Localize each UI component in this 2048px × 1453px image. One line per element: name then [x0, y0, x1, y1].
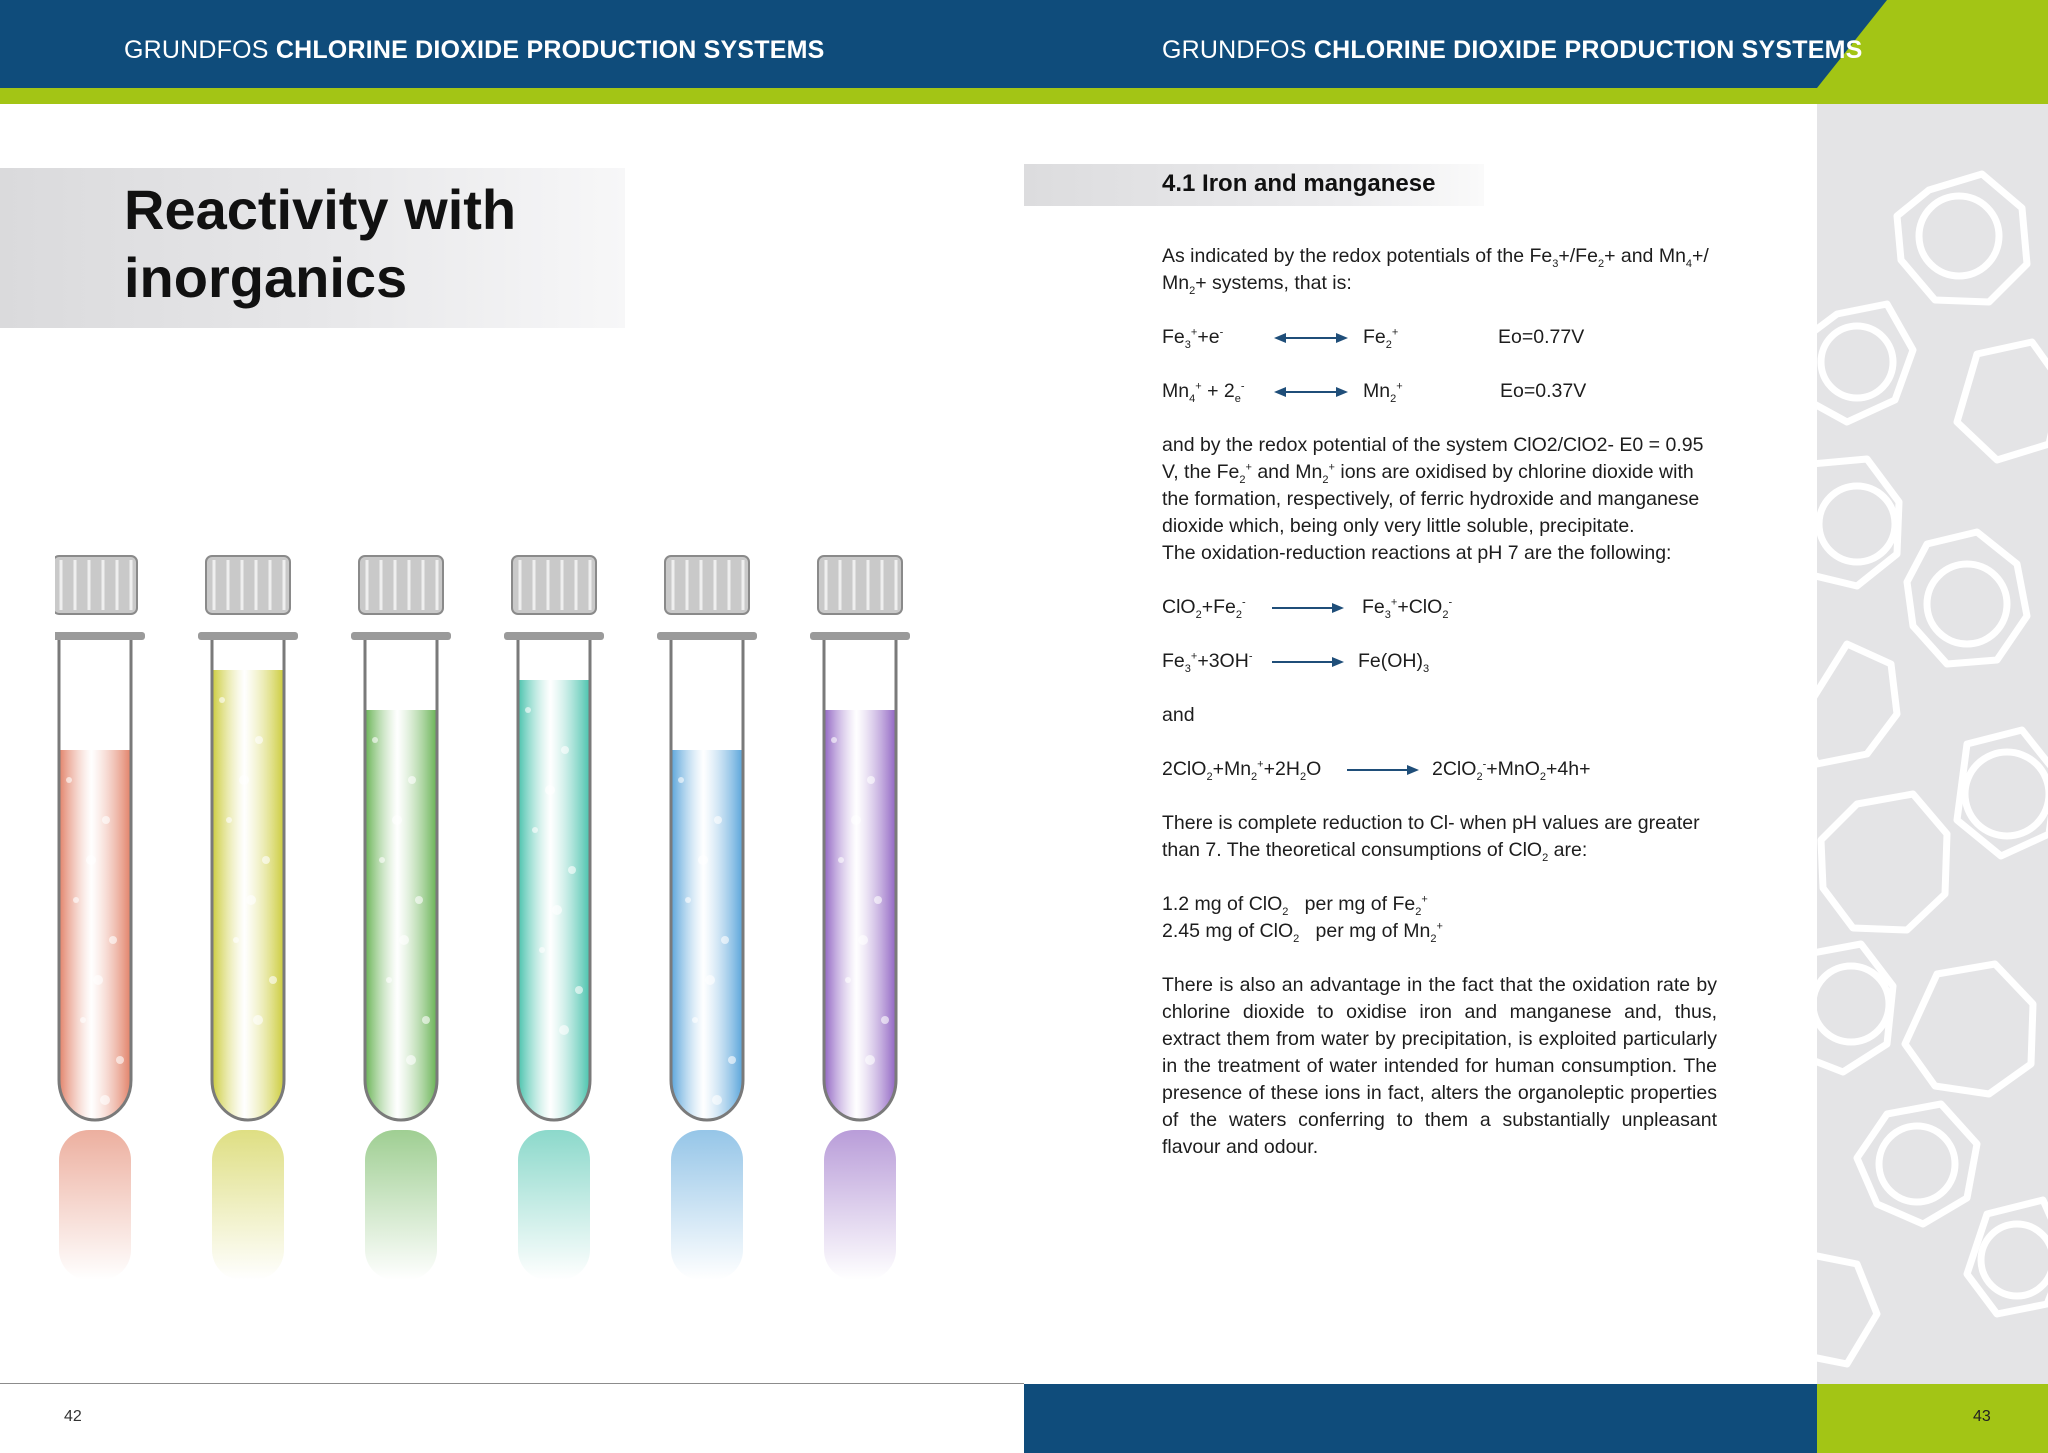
- tube-rim: [504, 632, 604, 640]
- test-tubes-photo: [55, 540, 975, 1310]
- tube-reflection: [518, 1130, 590, 1280]
- right-page-body: [1162, 243, 1717, 1161]
- tube-rim: [55, 632, 145, 640]
- bubble: [226, 817, 232, 823]
- bubble: [575, 986, 583, 994]
- page-title: [124, 176, 516, 312]
- bubble: [698, 855, 708, 865]
- redox-equation-manganese: $Mn_4^+ + 2_e^-$ $Mn_2^+$ Eo=0.37V: [1162, 380, 1587, 405]
- bubble: [561, 746, 569, 754]
- bubble: [408, 776, 416, 784]
- tube-rim: [810, 632, 910, 640]
- tube-reflection: [212, 1130, 284, 1280]
- and-connector: and: [1162, 704, 1195, 726]
- tube-rim: [351, 632, 451, 640]
- bubble: [86, 855, 96, 865]
- redox-equation-iron: $Fe_3^++e^-$ $Fe_2^+$ Eo=0.77V: [1162, 326, 1585, 351]
- bubble: [386, 977, 392, 983]
- test-tube: [504, 556, 604, 1280]
- bubble: [874, 896, 882, 904]
- right-page-number: 43: [1973, 1408, 1991, 1425]
- test-tube: [351, 556, 451, 1280]
- tube-cap: [512, 556, 596, 614]
- bubble: [109, 936, 117, 944]
- bubble: [865, 1055, 875, 1065]
- tube-cap: [665, 556, 749, 614]
- bubble: [525, 707, 531, 713]
- tube-liquid: [671, 750, 743, 1120]
- bubble: [80, 1017, 86, 1023]
- double-arrow-icon: [1274, 330, 1348, 346]
- bubble: [255, 736, 263, 744]
- tube-rim: [198, 632, 298, 640]
- consumption-iron: 1.2 mg of ClO$_2$ per mg of $Fe_2^+$: [1162, 893, 1428, 918]
- tube-reflection: [365, 1130, 437, 1280]
- bubble: [678, 777, 684, 783]
- molecule-pattern-graphic: [1817, 104, 2048, 1384]
- tube-reflection: [59, 1130, 131, 1280]
- test-tube: [198, 556, 298, 1280]
- bubble: [93, 975, 103, 985]
- test-tube: [657, 556, 757, 1280]
- bubble: [219, 697, 225, 703]
- bubble: [559, 1025, 569, 1035]
- left-page-number: 42: [64, 1408, 82, 1425]
- header-accent-line: [0, 88, 1817, 104]
- bubble: [246, 895, 256, 905]
- bubble: [406, 1055, 416, 1065]
- tube-liquid: [59, 750, 131, 1120]
- bubble: [721, 936, 729, 944]
- bubble: [262, 856, 270, 864]
- tube-liquid: [824, 710, 896, 1120]
- page-title-line-2: inorganics: [124, 246, 408, 309]
- tube-liquid: [518, 680, 590, 1120]
- tube-rim: [657, 632, 757, 640]
- consumption-manganese: 2.45 mg of ClO$_2$ per mg of $Mn_2^+$: [1162, 920, 1443, 945]
- reaction-iron-oxidation: $ClO_2+Fe_2^-$ $Fe_3^++ClO_2^-$: [1162, 596, 1453, 621]
- tube-liquid: [365, 710, 437, 1120]
- bubble: [392, 815, 402, 825]
- bubble: [532, 827, 538, 833]
- test-tube: [810, 556, 910, 1280]
- tube-reflection: [824, 1130, 896, 1280]
- arrow-right-icon: [1272, 654, 1344, 670]
- bubble: [552, 905, 562, 915]
- bubble: [73, 897, 79, 903]
- bubble: [100, 1095, 110, 1105]
- reaction-ferric-hydroxide: $Fe_3^++3OH^-$ $Fe(OH)_3$: [1162, 650, 1430, 675]
- bubble: [379, 857, 385, 863]
- reaction-manganese-oxidation: $2ClO_2+Mn_2^++2H_2O$ 2ClO$_2$-+MnO$_2$+4h+: [1162, 758, 1591, 783]
- bubble: [705, 975, 715, 985]
- footer-bar: [1024, 1384, 1817, 1453]
- bubble: [102, 816, 110, 824]
- tube-cap: [206, 556, 290, 614]
- bubble: [372, 737, 378, 743]
- bubble: [838, 857, 844, 863]
- tube-cap: [359, 556, 443, 614]
- bubble: [66, 777, 72, 783]
- bubble: [851, 815, 861, 825]
- bubble: [539, 947, 545, 953]
- bubble: [116, 1056, 124, 1064]
- bubble: [269, 976, 277, 984]
- bubble: [728, 1056, 736, 1064]
- consumption-intro-paragraph: There is complete reduction to Cl- when pH values are greater than 7. The theoretical consumptions of ClO$_2$ are:: [1162, 812, 1700, 864]
- left-running-header: GRUNDFOS CHLORINE DIOXIDE PRODUCTION SYSTEMS: [124, 36, 825, 64]
- bubble: [568, 866, 576, 874]
- tube-cap: [818, 556, 902, 614]
- bubble: [858, 935, 868, 945]
- bubble: [422, 1016, 430, 1024]
- bubble: [714, 816, 722, 824]
- test-tubes-illustration: [55, 540, 975, 1310]
- bubble: [399, 935, 409, 945]
- tube-cap: [55, 556, 137, 614]
- section-title: 4.1 Iron and manganese: [1162, 170, 1436, 197]
- bubble: [845, 977, 851, 983]
- bubble: [545, 785, 555, 795]
- advantage-paragraph: There is also an advantage in the fact that the oxidation rate by chlorine dioxide to oxidise iron and manganese and, thus, extract them from water by precipitation, is exploited particularly in the treatment of water intended for human consumption. The presence of these ions in fact, alters the organoleptic properties of the waters conferring to them a substantially unpleasant flavour and odour.: [1162, 974, 1717, 1158]
- footer-rule: [0, 1383, 1024, 1384]
- right-running-header: GRUNDFOS CHLORINE DIOXIDE PRODUCTION SYSTEMS: [1162, 36, 1863, 64]
- bubble: [233, 937, 239, 943]
- intro-paragraph: As indicated by the redox potentials of the $Fe_3+/Fe_2+$ and $Mn_4+/$ $Mn_2+$ systems, that is:: [1162, 245, 1709, 297]
- arrow-right-icon: [1347, 762, 1419, 778]
- decorative-side-column: [1817, 104, 2048, 1384]
- bubble: [867, 776, 875, 784]
- bubble: [692, 1017, 698, 1023]
- redox-paragraph: and by the redox potential of the system ClO2/ClO2- E0 = 0.95 V, the $Fe_2^+$ and $Mn_2^+$ ions are oxidised by chlorine dioxide with the formation, respectively, of ferric hydroxide and manganese dioxide which, being only very little soluble, precipitate. The oxidation-reduction reactions at pH 7 are the following:: [1162, 434, 1704, 564]
- bubble: [239, 775, 249, 785]
- bubble: [415, 896, 423, 904]
- page-title-line-1: Reactivity with: [124, 178, 517, 241]
- bubble: [685, 897, 691, 903]
- bubble: [712, 1095, 722, 1105]
- tube-liquid: [212, 670, 284, 1120]
- footer-accent: [1817, 1384, 2048, 1453]
- tube-reflection: [671, 1130, 743, 1280]
- bubble: [831, 737, 837, 743]
- arrow-right-icon: [1272, 600, 1344, 616]
- test-tube: [55, 556, 145, 1280]
- bubble: [253, 1015, 263, 1025]
- double-arrow-icon: [1274, 384, 1348, 400]
- bubble: [881, 1016, 889, 1024]
